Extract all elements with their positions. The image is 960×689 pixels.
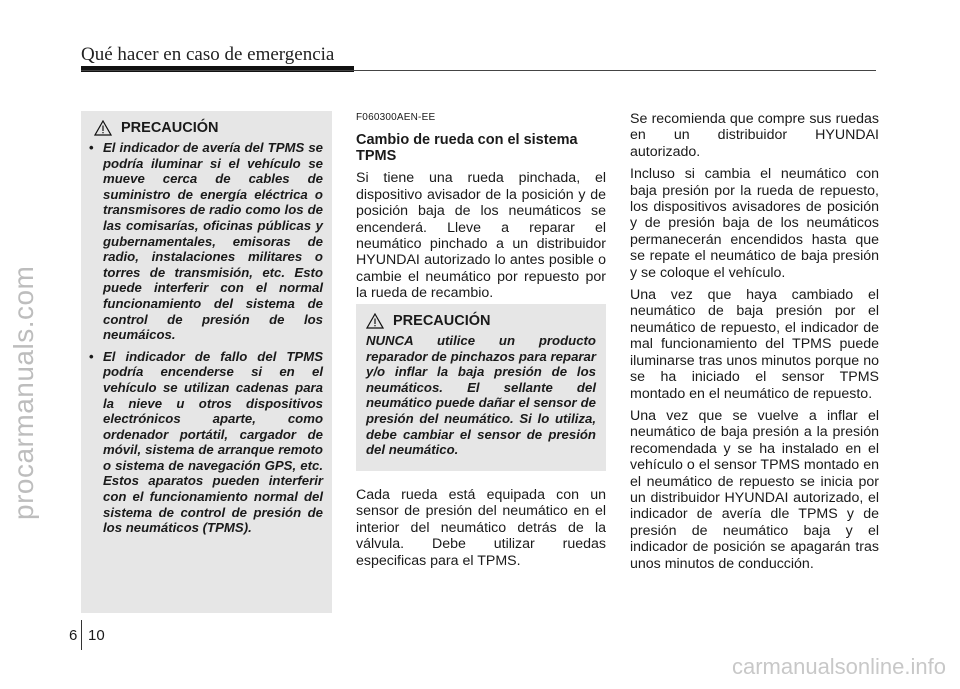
body-paragraph: Una vez que se vuelve a inflar el neumático de baja presión a la presión recomendada y se ha instalado en el vehículo o el sensor TPMS montado en el neumático de repuesto se inicia por un distribuidor HYUNDAI autorizado, el indicador de avería dle TPMS y de presión de neumático baja y el indicador de posición se apagarán tras unos minutos de conducción. [630,407,879,572]
chapter-number: 6 [69,627,78,644]
header-thin-rule [81,70,876,71]
caution-list [81,140,332,536]
watermark-left: procarmanuals.com [8,265,39,520]
body-paragraph: Incluso si cambia el neumático con baja presión por la rueda de repuesto, los dispositivos avisadores de posición y de presión baja de los neumáticos permanecerán encendidos hasta que se repate el neumático de baja presión y se coloque el vehículo. [630,166,879,281]
page-number: 10 [88,627,105,644]
caution-box-title [366,313,606,329]
body-paragraph: Se recomienda que compre sus ruedas en un distribuidor HYUNDAI autorizado. [630,111,879,160]
page-header-title: Qué hacer en caso de emergencia [81,44,335,65]
footer-separator [81,620,82,650]
section-tire-change [356,110,606,308]
warning-triangle-icon [366,313,384,329]
caution-box-title [94,120,332,136]
watermark-bottom: carmanualsonline.info [731,654,946,679]
warning-triangle-icon [94,120,112,136]
caution-text: NUNCA utilice un producto reparador de pinchazos para reparar y/o inflar la baja presión de los neumáticos. El sellante del neumático puede dañar el sensor de presión del neumático. Si lo utiliza, debe cambiar el sensor de presión del neumático. [366,333,596,458]
section-paragraph: Si tiene una rueda pinchada, el dispositivo avisador de la posición y de posición baja de los neumáticos se encenderá. Lleve a reparar el neumático pinchado a un distribuidor HYUNDAI autorizado lo antes posible o cambie el neumático por repuesto por la rueda de recambio. [356,170,606,302]
section-title: Cambio de rueda con el sistema TPMS [356,132,578,165]
caution-title-text: PRECAUCIÓN [121,120,219,136]
caution-title-text: PRECAUCIÓN [393,313,491,329]
body-paragraph: Una vez que haya cambiado el neumático de baja presión por el neumático de repuesto, el indicador de mal funcionamiento del TPMS puede iluminarse tras unos minutos porque no se ha iniciado el sensor TPMS montado en el neumático de repuesto. [630,287,879,402]
section-code: F060300AEN-EE [356,112,436,123]
caution-box-tpms-interference [81,111,332,613]
caution-item: • El indicador de avería del TPMS se podría iluminar si el vehículo se mueve cerca de cables de suministro de energía eléctrica o transmisores de radio como los de las comisarías, oficinas públicas y gubernamentales, emisoras de radio, instalaciones militares o torres de transmisión, etc. Esto puede interferir con el normal funcionamiento del sistema de control de presión de los neumáicos. [89,140,323,343]
caution-item: • El indicador de fallo del TPMS podría encenderse si en el vehículo se utilizan cadenas para la nieve u otros dispositivos electrónicos aparte, como ordenador portátil, cargador de móvil, sistema de arranque remoto o sistema de navegación GPS, etc. Estos aparatos pueden interferir con el funcionamiento normal del sistema de control de presión de los neumáticos (TPMS). [89,349,323,536]
sensor-paragraph: Cada rueda está equipada con un sensor de presión del neumático en el interior del neumático detrás de la válvula. Debe utilizar ruedas especificas para el TPMS. [356,487,606,569]
caution-box-sealant [356,304,606,471]
column-right [630,111,879,578]
header-thick-rule [81,66,354,72]
